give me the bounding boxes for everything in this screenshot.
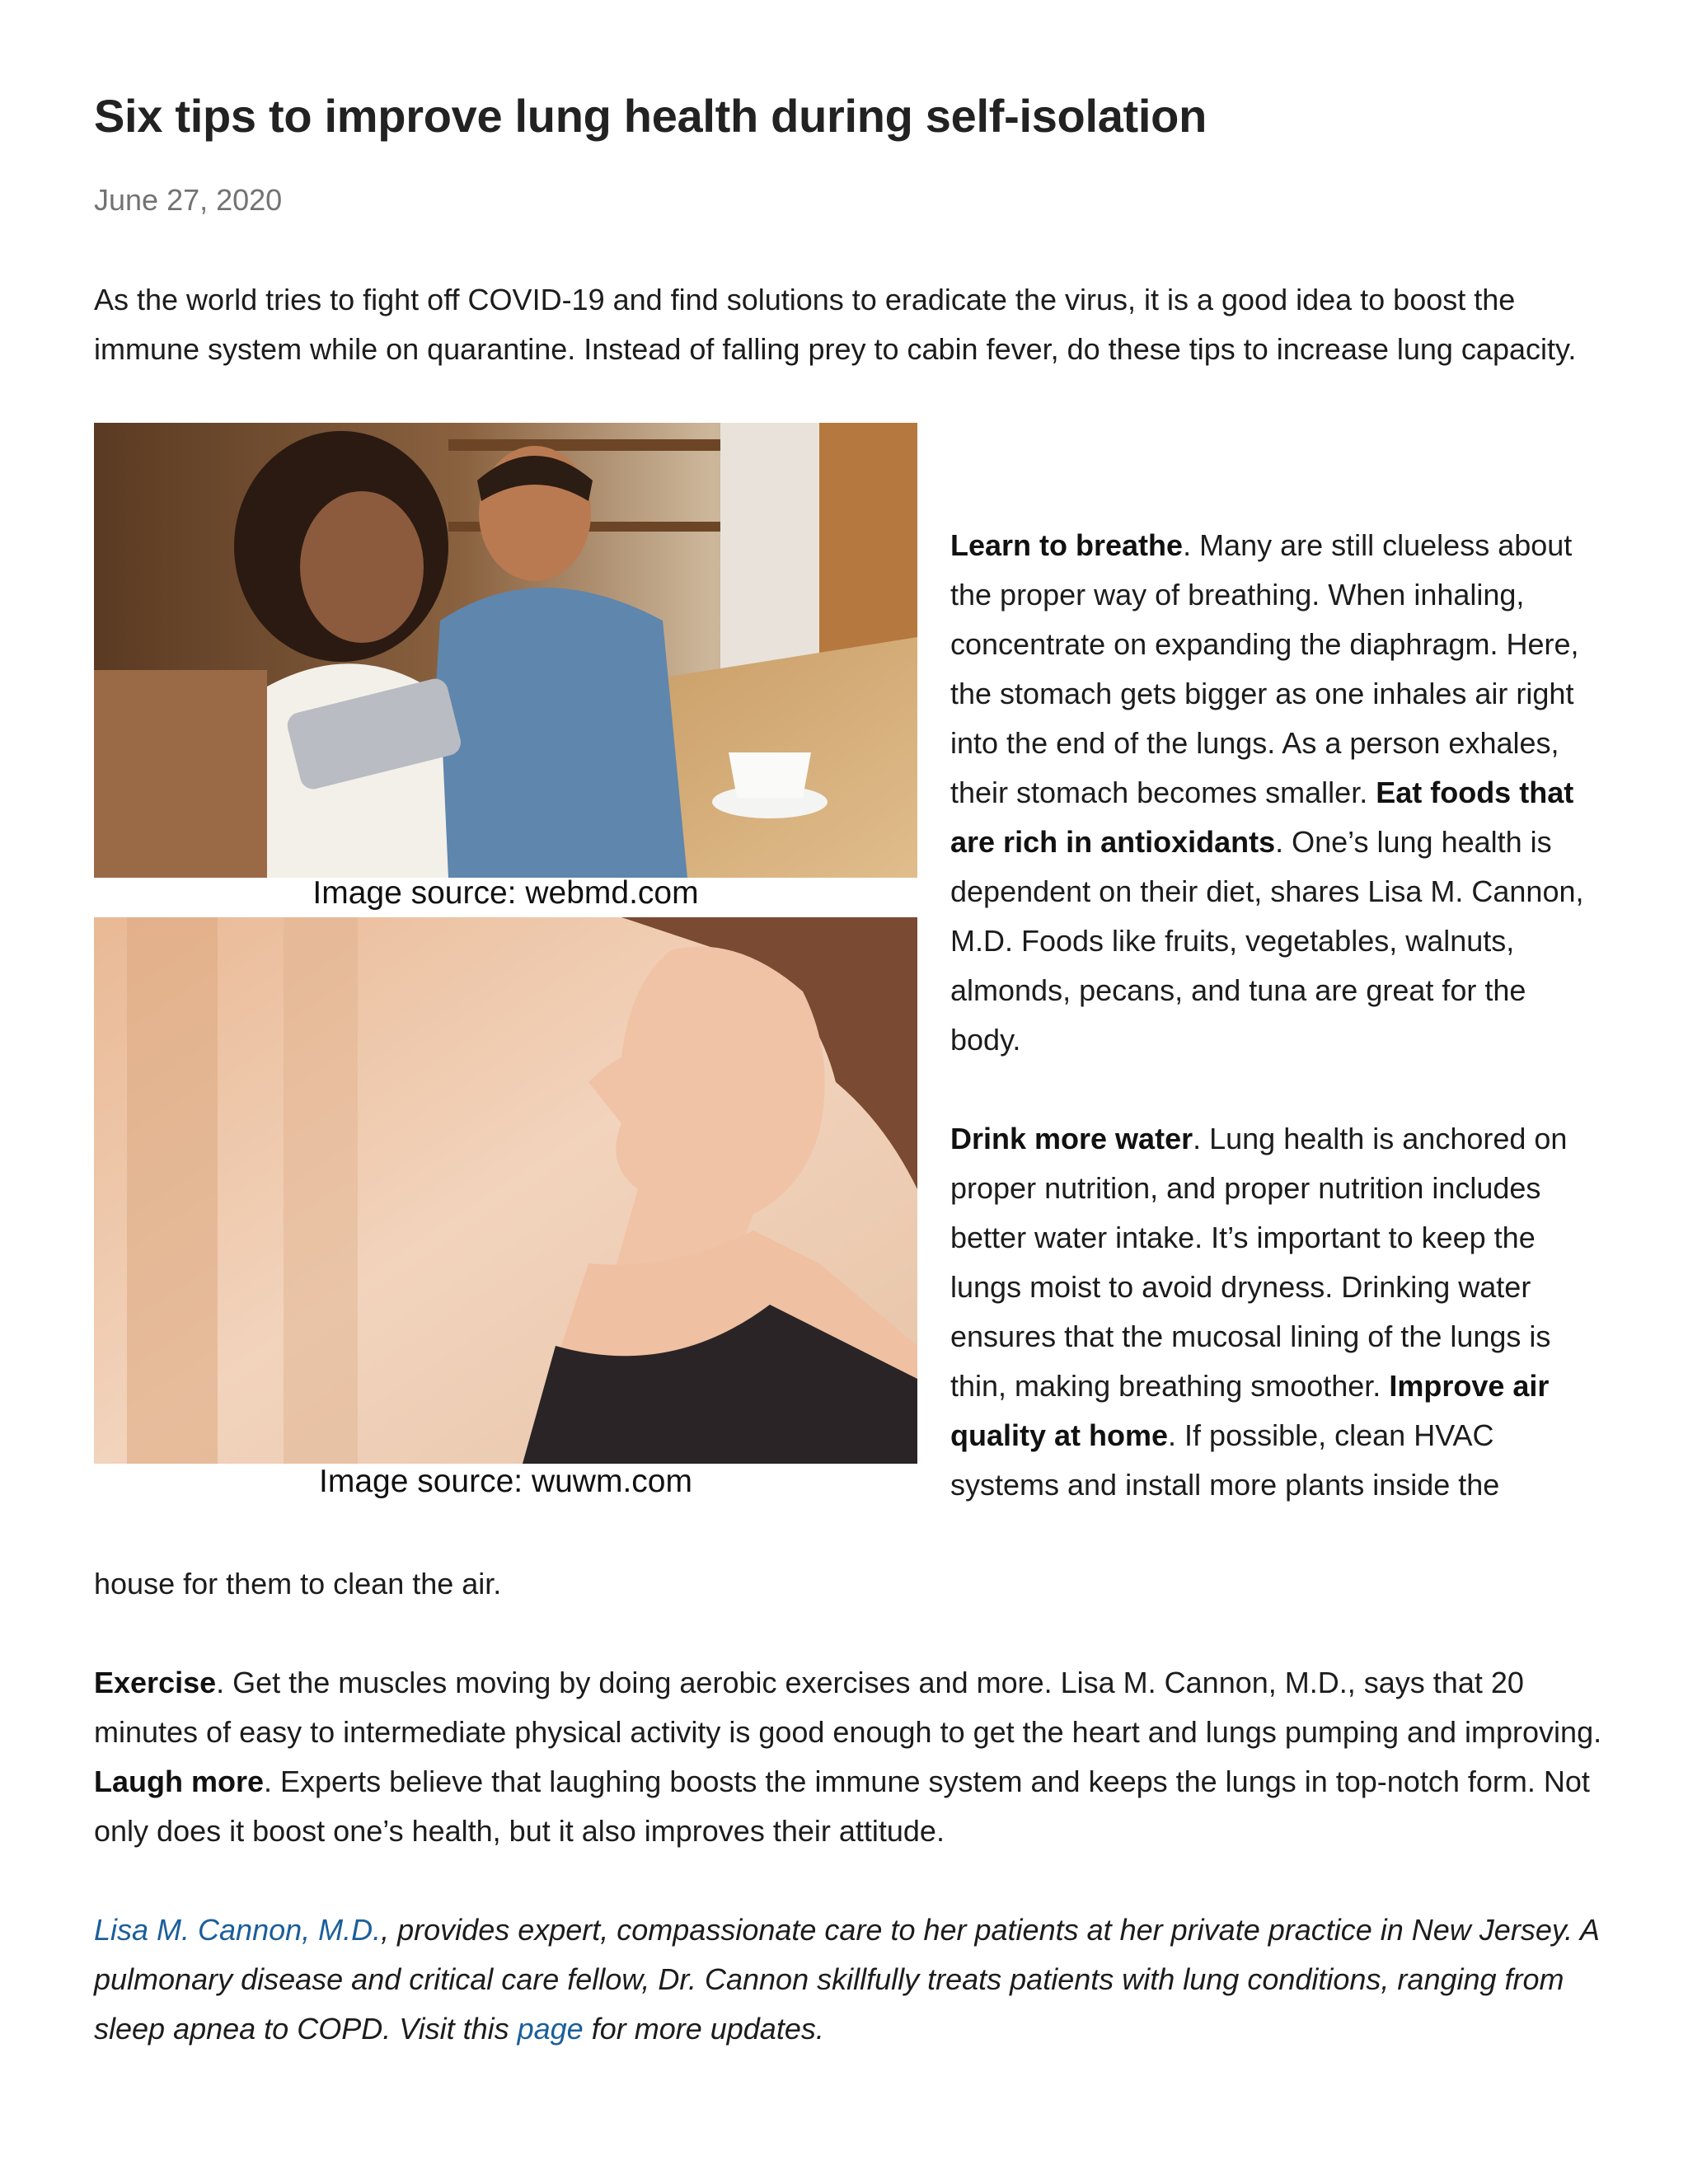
intro-paragraph: As the world tries to fight off COVID-19 and find solutions to eradicate the virus, it is a good idea to boost the immune system while on quarantine. Instead of falling prey to cabin fever, do these tips to increase lung capacity. <box>94 283 1577 366</box>
author-link[interactable]: Lisa M. Cannon, M.D. <box>94 1913 382 1947</box>
tip-text: . Many are still clueless about the proper way of breathing. When inhaling, concentrate on expanding the diaphragm. Here, the stomach gets bigger as one inhales air right into the end of the lungs. As a person exhales, their stomach becomes smaller. <box>950 528 1579 809</box>
article-title: Six tips to improve lung health during self-isolation <box>94 90 1207 142</box>
tip-heading: Improve air quality at home <box>950 1369 1550 1452</box>
photo-laughing-couple <box>94 423 917 878</box>
tip-text: . Get the muscles moving by doing aerobic exercises and more. Lisa M. Cannon, M.D., says that 20 minutes of easy to intermediate physical activity is good enough to get the heart and lungs pumping and improving. <box>94 1666 1602 1749</box>
tip-heading: Exercise <box>94 1666 217 1699</box>
tip-text: . Lung health is anchored on proper nutrition, and proper nutrition includes better water intake. It’s important to keep the lungs moist to avoid dryness. Drinking water ensures that the mucosal lining of the lungs is thin, making breathing smoother. <box>950 1122 1568 1403</box>
tip-heading: Learn to breathe <box>950 528 1184 562</box>
tip-text: . One’s lung health is dependent on their diet, shares Lisa M. Cannon, M.D. Foods like fruits, vegetables, walnuts, almonds, pecans, and tuna are great for the body. <box>950 825 1584 1057</box>
article-date: June 27, 2020 <box>94 183 283 217</box>
tip-heading: Eat foods that are rich in antioxidants <box>950 776 1574 859</box>
tip-text-continued: house for them to clean the air. <box>94 1567 502 1601</box>
tip-heading: Laugh more <box>94 1765 265 1798</box>
page-link[interactable]: page <box>517 2012 584 2046</box>
photo-woman-breathing <box>94 917 917 1464</box>
bio-text: , provides expert, compassionate care to her patients at her private practice in New Jersey. A pulmonary disease and critical care fellow, Dr. Cannon skillfully treats patients with lung conditions, ranging from sleep apnea to COPD. Visit this <box>94 1913 1599 2046</box>
tip-heading: Drink more water <box>950 1122 1193 1155</box>
image-caption: Image source: wuwm.com <box>319 1464 692 1499</box>
author-bio <box>94 1905 1602 2054</box>
tips-column <box>950 521 1601 1510</box>
tip-text: . If possible, clean HVAC systems and install more plants inside the <box>950 1418 1500 1502</box>
bio-text: for more updates. <box>583 2012 824 2046</box>
exercise-paragraph <box>94 1658 1602 1856</box>
image-caption: Image source: webmd.com <box>312 875 699 911</box>
tip-text: . Experts believe that laughing boosts the immune system and keeps the lungs in top-notch form. Not only does it boost one’s health, but it also improves their attitude. <box>94 1765 1590 1848</box>
